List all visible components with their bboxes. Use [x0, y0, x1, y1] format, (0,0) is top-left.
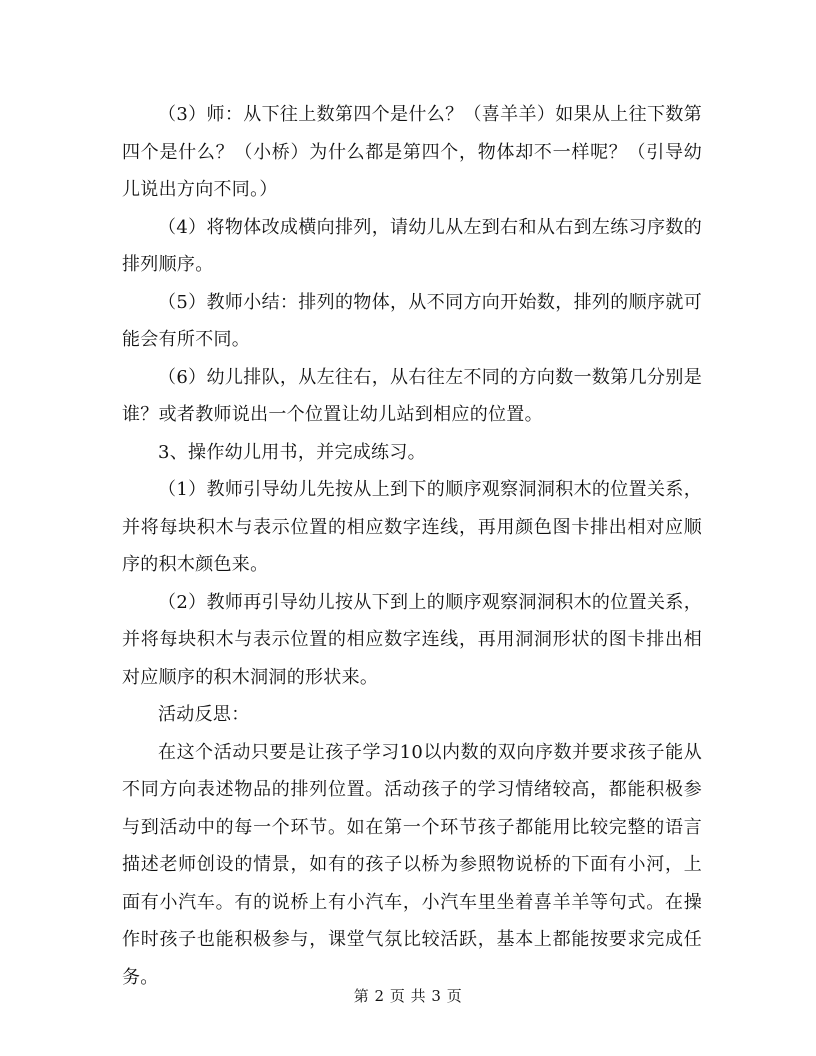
paragraph-exercise-2: （2）教师再引导幼儿按从下到上的顺序观察洞洞积木的位置关系，并将每块积木与表示位置的相应数字连线，再用洞洞形状的图卡排出相对应顺序的积木洞洞的形状来。 [122, 591, 702, 688]
page-number-footer: 第 2 页 共 3 页 [353, 987, 463, 1005]
reflection-heading: 活动反思： [158, 704, 250, 725]
paragraph-step-3: （3）师：从下往上数第四个是什么？（喜羊羊）如果从上往下数第四个是什么？（小桥）为什么都是第四个，物体却不一样呢？（引导幼儿说出方向不同。） [122, 104, 702, 200]
page-body [122, 96, 702, 996]
paragraph-step-5: （5）教师小结：排列的物体，从不同方向开始数，排列的顺序就可能会有所不同。 [122, 291, 702, 350]
paragraph-step-4: （4）将物体改成横向排列，请幼儿从左到右和从右到左练习序数的排列顺序。 [122, 216, 702, 275]
reflection-body: 在这个活动只要是让孩子学习10以内数的双向序数并要求孩子能从不同方向表述物品的排列位置。活动孩子的学习情绪较高，都能积极参与到活动中的每一个环节。如在第一个环节孩子都能用比较完整的语言描述老师创设的情景，如有的孩子以桥为参照物说桥的下面有小河，上面有小汽车。有的说桥上有小汽车，小汽车里坐着喜羊羊等句式。在操作时孩子也能积极参与，课堂气氛比较活跃，基本上都能按要求完成任务。 [122, 741, 702, 988]
section-heading-3: 3、操作幼儿用书，并完成练习。 [158, 441, 426, 463]
paragraph-exercise-1: （1）教师引导幼儿先按从上到下的顺序观察洞洞积木的位置关系，并将每块积木与表示位置的相应数字连线，再用颜色图卡排出相对应顺序的积木颜色来。 [122, 479, 702, 575]
paragraph-step-6: （6）幼儿排队，从左往右，从右往左不同的方向数一数第几分别是谁？或者教师说出一个位置让幼儿站到相应的位置。 [122, 366, 702, 425]
